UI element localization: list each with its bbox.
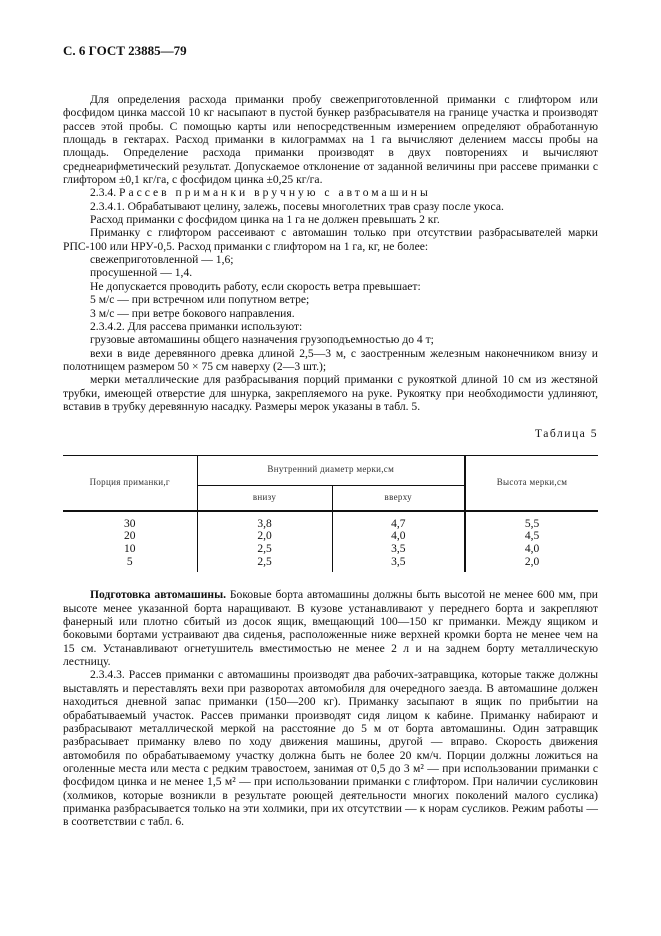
list-item: просушенной — 1,4. [90,266,193,280]
column-header-bottom: внизу [197,485,332,511]
list-item: грузовые автомашины общего назначения грузоподъемностью до 4 т; [90,333,434,347]
prep-heading: Подготовка автомашины. [90,588,227,602]
list-item: вехи в виде деревянного древка длиной 2,5—3 м, с заостренным железным наконечником внизу и полотнищем размером 50 × 75 см наверху (2—3 шт.); [63,346,598,373]
column-header-height: Высота мерки,см [465,455,598,511]
table-cell: 4,0 [465,543,598,556]
page-header: С. 6 ГОСТ 23885—79 [63,43,187,58]
table-cell: 2,5 [197,543,332,556]
list-item: 3 м/с — при ветре бокового направления. [90,306,295,320]
paragraph: Не допускается проводить работу, если скорость ветра превышает: [90,279,421,293]
section-number: 2.3.4. [90,186,117,200]
paragraph [63,588,598,668]
table-cell: 5 [126,555,133,568]
table-cell: 3,5 [332,556,465,573]
paragraph: 2.3.4.2. Для рассева приманки используют: [90,319,303,333]
section-heading [63,186,598,199]
list-item: свежеприготовленной — 1,6; [90,253,234,267]
paragraph: Для определения расхода приманки пробу свежеприготовленной приманки с глифтором или фосфидом цинка массой 10 кг насыпают в пустой бункер разбрасывателя на границе участка и производят рассев этой пробы. С помощью карты или непосредственным измерением определяют обработанную площадь в гектарах. Расход приманки в килограммах на 1 га вычисляют делением массы пробы на площадь. Определение расхода приманки производят в двух повторениях и вычисляют среднеарифметический результат. Допускаемое отклонение от заданной величины при рассеве приманки с глифтором ±0,1 кг/га, с фосфидом цинка ±0,25 кг/га. [63,93,598,187]
table-caption: Таблица 5 [534,427,598,441]
table-cell: 3,5 [332,543,465,556]
table-cell: 2,0 [197,530,332,543]
section-title: Рассев приманки вручную с автомашины [119,186,431,200]
table-row [63,556,598,573]
table-row [63,543,598,556]
column-header-portion: Порция приманки,г [63,455,197,511]
table-row [63,530,598,543]
paragraph: Приманку с глифтором рассеивают с автомашин только при отсутствии разбрасывателей марки РПС-100 или НРУ-0,5. Расход приманки с глифтором на 1 га, кг, не более: [63,226,598,253]
table-cell: 4,0 [332,530,465,543]
table-cell: 2,0 [465,556,598,573]
table-cell: 4,7 [332,511,465,531]
list-item: 5 м/с — при встречном или попутном ветре; [90,293,310,307]
table-cell: 30 [124,517,136,530]
table-5 [63,455,598,573]
table-row [63,511,598,531]
table-cell: 20 [124,530,136,543]
table-cell: 2,5 [197,556,332,573]
paragraph: 2.3.4.3. Рассев приманки с автомашины производят два рабочих-затравщика, которые также должны выставлять и переставлять вехи при разворотах автомобиля для очередного заезда. В автомашине должен находиться дневной запас приманки (150—200 кг). Приманку засыпают в ящик по прибытии на обрабатываемый участок. Рассев приманки производят сидя лицом к кабине. Приманку набирают и разбрасывают металлической меркой на расстояние до 5 м от борта автомашины. Один затравщик разбрасывает приманку влево по ходу движения машины, другой — вправо. Скорость движения автомобиля по обрабатываемому участку должна быть не более 20 км/ч. Порции должны ложиться на оголенные места или места с редким травостоем, занимая от 0,5 до 3 м² — при использовании приманки с фосфидом цинка и не менее 1,5 м² — при использовании приманки с глифтором. При наличии сусликовин (холмиков, которые возникли в результате роющей деятельности многих поколений малого суслика) приманка разбрасывается только на эти холмики, при их отсутствии — к норам сусликов. Режим работы — в соответствии с табл. 6. [63,668,598,829]
table-cell: 4,5 [465,530,598,543]
paragraph: 2.3.4.1. Обрабатывают целину, залежь, посевы многолетних трав сразу после укоса. [90,199,504,213]
table-cell: 5,5 [465,511,598,531]
table-cell: 10 [124,543,136,555]
list-item: мерки металлические для разбрасывания порций приманки с рукояткой длиной 10 см из жестяной трубки, имеющей отверстие для шнурка, закрепляемого на руке. Рукоятку при необходимости удлиняют, вставив в трубку деревянную насадку. Размеры мерок указаны в табл. 5. [63,373,598,413]
column-header-top: вверху [332,485,465,511]
column-header-diameter: Внутренний диаметр мерки,см [197,455,465,485]
paragraph: Расход приманки с фосфидом цинка на 1 га не должен превышать 2 кг. [90,213,440,227]
table-cell: 3,8 [197,511,332,531]
prep-text: Боковые борта автомашины должны быть высотой не менее 600 мм, при высоте менее указанной борта наращивают. В кузове устанавливают у переднего борта и закрепляют фанерный или плотно сбитый из досок ящик, вмещающий 100—150 кг приманки. Между ящиком и боковыми бортами устраивают два сиденья, расположенные ниже верхней кромки борта не менее чем на 15 см. Устанавливают огнетушитель вместимостью не менее 2 л и на заднем борту металлическую лестницу. [63,588,598,669]
document-body [63,93,598,829]
